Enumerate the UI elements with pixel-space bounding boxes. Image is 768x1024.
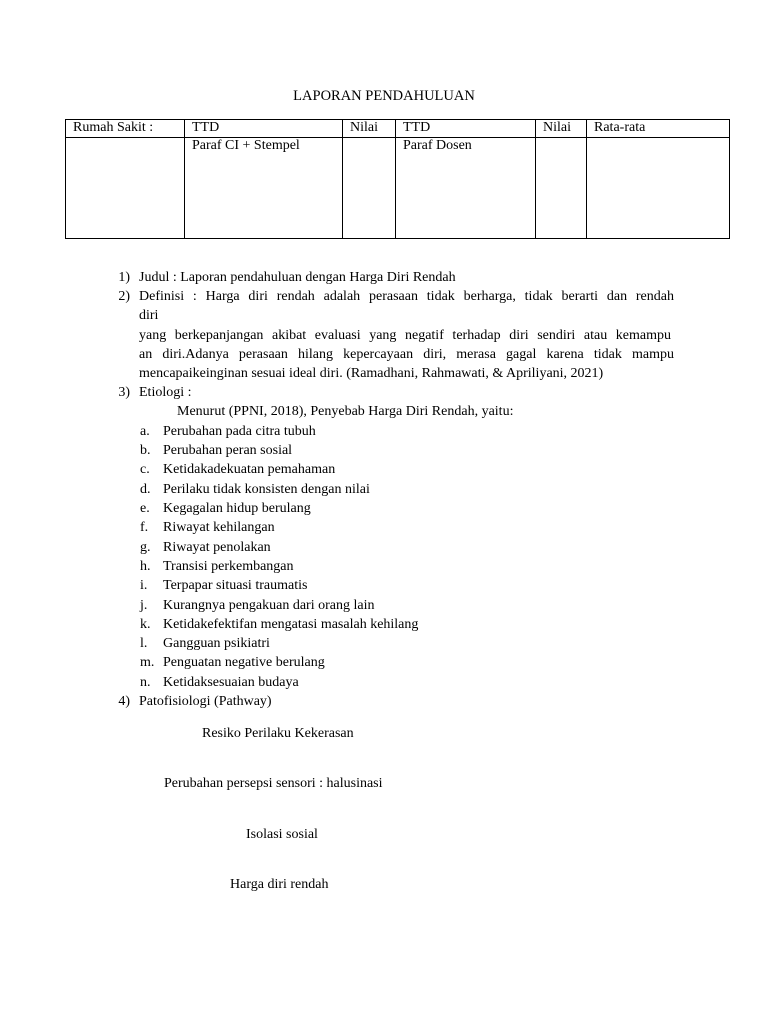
header-rumah-sakit: Rumah Sakit : [66,120,185,138]
header-nilai-dosen: Nilai [536,120,587,138]
cause-item-f: Riwayat kehilangan [163,520,275,535]
cause-item-g: Riwayat penolakan [163,540,271,555]
document-title: LAPORAN PENDAHULUAN [293,88,475,104]
cell-nilai-dosen [536,138,587,239]
cell-paraf-ci: Paraf CI + Stempel [185,138,343,239]
item-etiologi: Etiologi : [139,385,192,400]
cause-item-e: Kegagalan hidup berulang [163,501,311,516]
table-header-row [66,120,730,138]
etiologi-intro: Menurut (PPNI, 2018), Penyebab Harga Diri Rendah, yaitu: [177,404,514,419]
pathway-step-1: Resiko Perilaku Kekerasan [202,726,354,741]
header-ttd-ci: TTD [185,120,343,138]
cause-letter-h: h. [140,559,151,574]
header-ttd-dosen: TTD [396,120,536,138]
cause-item-n: Ketidaksesuaian budaya [163,675,299,690]
definition-line-3: yang berkepanjangan akibat evaluasi yang negatif terhadap diri sendiri atau kemampu [139,328,671,343]
cause-item-h: Transisi perkembangan [163,559,294,574]
header-rata-rata: Rata-rata [587,120,730,138]
cause-item-j: Kurangnya pengakuan dari orang lain [163,598,375,613]
item-number-2: 2) [118,289,130,304]
cause-letter-e: e. [140,501,150,516]
cause-item-l: Gangguan psikiatri [163,636,270,651]
cause-letter-i: i. [140,578,148,593]
cause-letter-f: f. [140,520,149,535]
item-judul: Judul : Laporan pendahuluan dengan Harga Diri Rendah [139,270,456,285]
item-number-1: 1) [118,270,130,285]
cause-item-m: Penguatan negative berulang [163,655,325,670]
pathway-step-4: Harga diri rendah [230,877,329,892]
pathway-step-3: Isolasi sosial [246,827,318,842]
cause-letter-l: l. [140,636,148,651]
cause-letter-k: k. [140,617,151,632]
cause-letter-g: g. [140,540,151,555]
assessment-table [65,119,730,239]
cell-nilai-ci [343,138,396,239]
definition-line-1: Definisi : Harga diri rendah adalah perasaan tidak berharga, tidak berarti dan rendah [139,289,674,304]
cause-item-b: Perubahan peran sosial [163,443,293,458]
cause-item-i: Terpapar situasi traumatis [163,578,308,593]
cause-letter-n: n. [140,675,151,690]
item-number-4: 4) [118,694,130,709]
cause-item-c: Ketidakadekuatan pemahaman [163,462,336,477]
item-number-3: 3) [118,385,130,400]
cell-paraf-dosen: Paraf Dosen [396,138,536,239]
cause-letter-b: b. [140,443,151,458]
definition-line-4: an diri.Adanya perasaan hilang kepercayaan diri, merasa gagal karena tidak mampu [139,347,674,362]
cause-letter-m: m. [140,655,155,670]
cause-letter-j: j. [140,598,148,613]
header-nilai-ci: Nilai [343,120,396,138]
table-signature-row [66,138,730,239]
cell-rumah-sakit [66,138,185,239]
pathway-step-2: Perubahan persepsi sensori : halusinasi [164,776,383,791]
cause-letter-d: d. [140,482,151,497]
cause-letter-c: c. [140,462,150,477]
definition-line-2: diri [139,308,159,323]
cause-item-a: Perubahan pada citra tubuh [163,424,316,439]
definition-line-5: mencapaikeinginan sesuai ideal diri. (Ramadhani, Rahmawati, & Apriliyani, 2021) [139,366,604,381]
cause-item-k: Ketidakefektifan mengatasi masalah kehilang [163,617,419,632]
cause-letter-a: a. [140,424,150,439]
cell-rata-rata [587,138,730,239]
item-patofisiologi: Patofisiologi (Pathway) [139,694,272,709]
cause-item-d: Perilaku tidak konsisten dengan nilai [163,482,370,497]
